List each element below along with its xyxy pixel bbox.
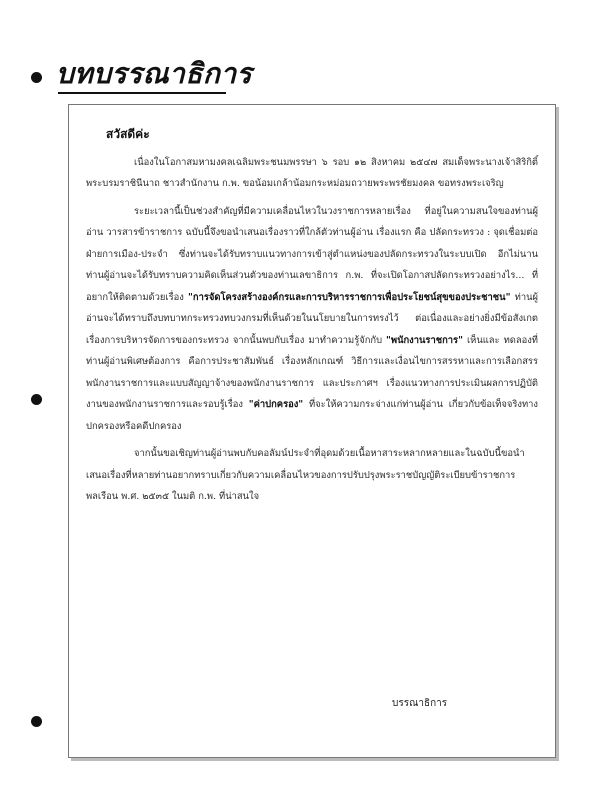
letter-body xyxy=(86,122,538,514)
paragraph-2-middle: ท่านผู้อ่านจะได้ทราบถึงบทบาทกระทรวงทบวงกรมที่เห็นด้วยในนโยบายในการทรงไว้ ต่อเนื่องและอย่างยิ่งมีข้อสังเกตเรื่องการบริหารจัดการของกระทรวง จากนั้นพบกับเรื่อง มาทำความรู้จักกับ xyxy=(86,291,539,346)
paragraph-3-text: จากนั้นขอเชิญท่านผู้อ่านพบกับคอลัมน์ประจำที่อุดมด้วยเนื้อหาสาระหลากหลายและในฉบับนี้ขอนำเสนอเรื่องที่หลายท่านอยากทราบเกี่ยวกับความเคลื่อนไหวของการปรับปรุงพระราชบัญญัติระเบียบข้าราชการพลเรือน พ.ศ. ๒๕๓๕ ในมติ ก.พ. ที่น่าสนใจ xyxy=(86,448,525,502)
binder-hole-bottom xyxy=(31,716,42,727)
paragraph-2-feature-title: "การจัดโครงสร้างองค์กรและการบริหารราชการเพื่อประโยชน์สุขของประชาชน" xyxy=(188,291,511,303)
salutation: สวัสดีค่ะ xyxy=(106,127,150,141)
title-underline xyxy=(58,92,226,94)
paragraph-2-feature-title-2: "พนักงานราชการ" xyxy=(386,334,463,346)
binder-hole-top xyxy=(31,72,42,83)
paragraph-2-end: เห็นและ ทดลองที่ท่านผู้อ่านพิเศษต้องการ คือการประชาสัมพันธ์ เรื่องหลักเกณฑ์ วิธีการและเงื่อนไขการสรรหาและการเลือกสรรพนักงานราชการและแบบสัญญาจ้างของพนักงานราชการ และประกาศฯ เรื่องแนวทางการประเมินผลการปฏิบัติงานของพนักงานราชการและรอบรู้เรื่อง xyxy=(86,334,538,410)
paragraph-3 xyxy=(86,443,538,508)
paragraph-2 xyxy=(86,201,538,438)
binder-hole-middle xyxy=(31,394,42,405)
page-title: บทบรรณาธิการ xyxy=(56,57,253,90)
paragraph-1 xyxy=(86,152,538,195)
signature: บรรณาธิการ xyxy=(392,698,448,709)
paragraph-2-tail: ที่จะให้ความกระจ่างแก่ท่านผู้อ่าน เกี่ยวกับข้อเท็จจริงทางปกครองหรือคดีปกครอง xyxy=(86,399,538,432)
paragraph-2-quote: "ค่าปกครอง" xyxy=(248,399,304,410)
paragraph-1-text: เนื่องในโอกาสมหามงคลเฉลิมพระชนมพรรษา ๖ รอบ ๑๒ สิงหาคม ๒๕๔๗ สมเด็จพระนางเจ้าสิริกิติ์ พระบรมราชินีนาถ ชาวสำนักงาน ก.พ. ขอน้อมเกล้าน้อมกระหม่อมถวายพระพรชัยมงคล ขอทรงพระเจริญ xyxy=(86,156,538,189)
paragraph-2-intro: ระยะเวลานี้เป็นช่วงสำคัญที่มีความเคลื่อนไหวในวงราชการหลายเรื่อง ที่อยู่ในความสนใจของท่านผู้อ่าน วารสารข้าราชการ ฉบับนี้จึงขอนำเสนอเรื่องราวที่ใกล้ตัวท่านผู้อ่าน เรื่องแรก คือ ปลัดกระทรวง : จุดเชื่อมต่อฝ่ายการเมือง-ประจำ ซึ่งท่านจะได้รับทราบแนวทางการเข้าสู่ตำแหน่งของปลัดกระทรวงในระบบเปิด อีกไม่นานท่านผู้อ่านจะได้รับทราบความคิดเห็นส่วนตัวของท่านเลขาธิการ ก.พ. ที่จะเปิดโอกาสปลัดกระทรวงอย่างไร... ที่อยากให้ติดตามด้วยเรื่อง xyxy=(86,205,538,303)
